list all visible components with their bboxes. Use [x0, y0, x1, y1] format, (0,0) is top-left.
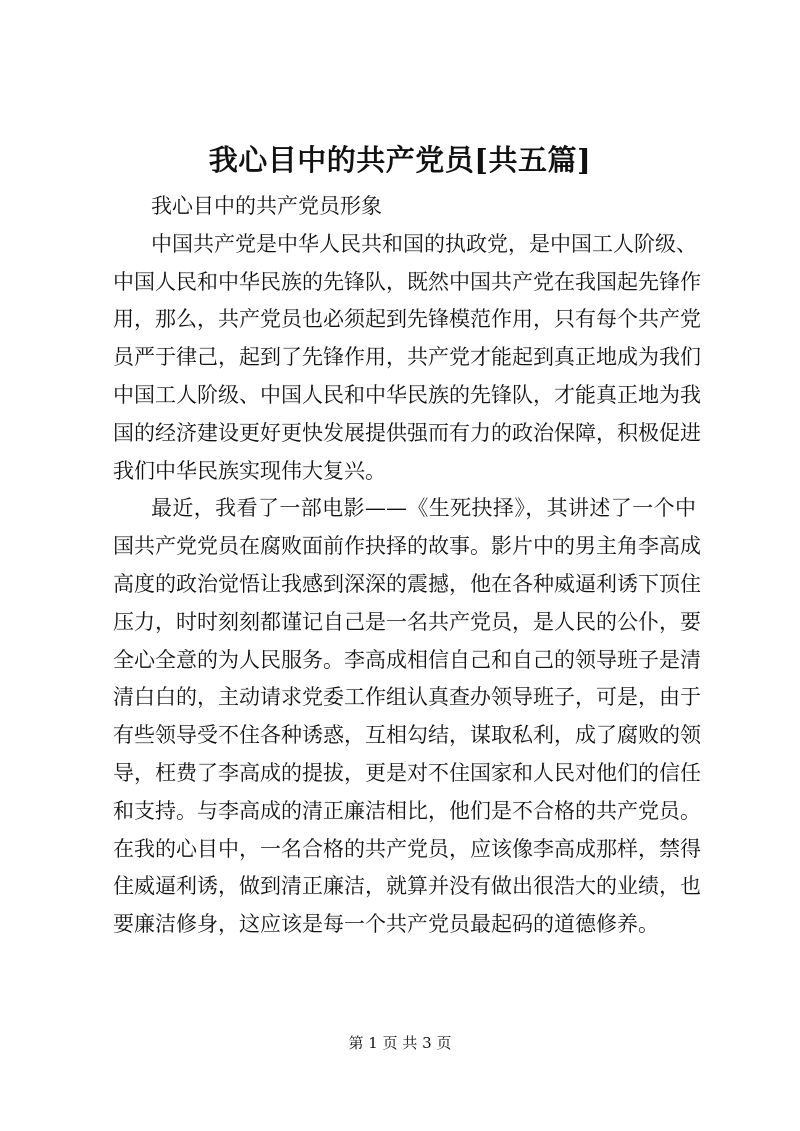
paragraph-1-line: 中国工人阶级、中国人民和中华民族的先锋队，才能真正地为我 — [113, 382, 701, 407]
paragraph-1-line: 用，那么，共产党员也必须起到先锋模范作用，只有每个共产党 — [113, 307, 701, 332]
page-footer: 第 1 页 共 3 页 — [348, 1034, 452, 1052]
paragraph-1 — [113, 226, 701, 491]
paragraph-2-line: 高度的政治觉悟让我感到深深的震撼，他在各种威逼利诱下顶住 — [113, 571, 701, 596]
document-title: 我心目中的共产党员[共五篇] — [208, 143, 592, 177]
paragraph-2-line: 要廉洁修身，这应该是每一个共产党员最起码的道德修养。 — [113, 912, 659, 937]
paragraph-2 — [113, 490, 701, 944]
paragraph-2-line: 全心全意的为人民服务。李高成相信自己和自己的领导班子是清 — [113, 647, 701, 672]
paragraph-1-line: 国的经济建设更好更快发展提供强而有力的政治保障，积极促进 — [113, 420, 701, 445]
paragraph-2-line: 压力，时时刻刻都谨记自己是一名共产党员，是人民的公仆，要 — [113, 609, 701, 634]
paragraph-2-line: 住威逼利诱，做到清正廉洁，就算并没有做出很浩大的业绩，也 — [113, 874, 701, 899]
paragraph-1-line: 员严于律己，起到了先锋作用，共产党才能起到真正地成为我们 — [113, 345, 701, 370]
paragraph-1-line: 中国共产党是中华人民共和国的执政党，是中国工人阶级、 — [151, 231, 697, 256]
paragraph-1-line: 我们中华民族实现伟大复兴。 — [113, 458, 386, 483]
paragraph-2-line: 有些领导受不住各种诱惑，互相勾结，谋取私利，成了腐败的领 — [113, 723, 701, 748]
paragraph-2-line: 导，枉费了李高成的提拔，更是对不住国家和人民对他们的信任 — [113, 760, 701, 785]
paragraph-2-line: 在我的心目中，一名合格的共产党员，应该像李高成那样，禁得 — [113, 836, 701, 861]
paragraph-2-line: 和支持。与李高成的清正廉洁相比，他们是不合格的共产党员。 — [113, 798, 701, 823]
paragraph-2-line: 清白白的，主动请求党委工作组认真查办领导班子，可是，由于 — [113, 685, 701, 710]
subtitle: 我心目中的共产党员形象 — [151, 194, 382, 218]
paragraph-2-line: 最近，我看了一部电影——《生死抉择》，其讲述了一个中 — [151, 496, 696, 521]
paragraph-1-line: 中国人民和中华民族的先锋队，既然中国共产党在我国起先锋作 — [113, 269, 701, 294]
paragraph-2-line: 国共产党党员在腐败面前作抉择的故事。影片中的男主角李高成 — [113, 534, 701, 559]
document-body — [113, 188, 701, 944]
